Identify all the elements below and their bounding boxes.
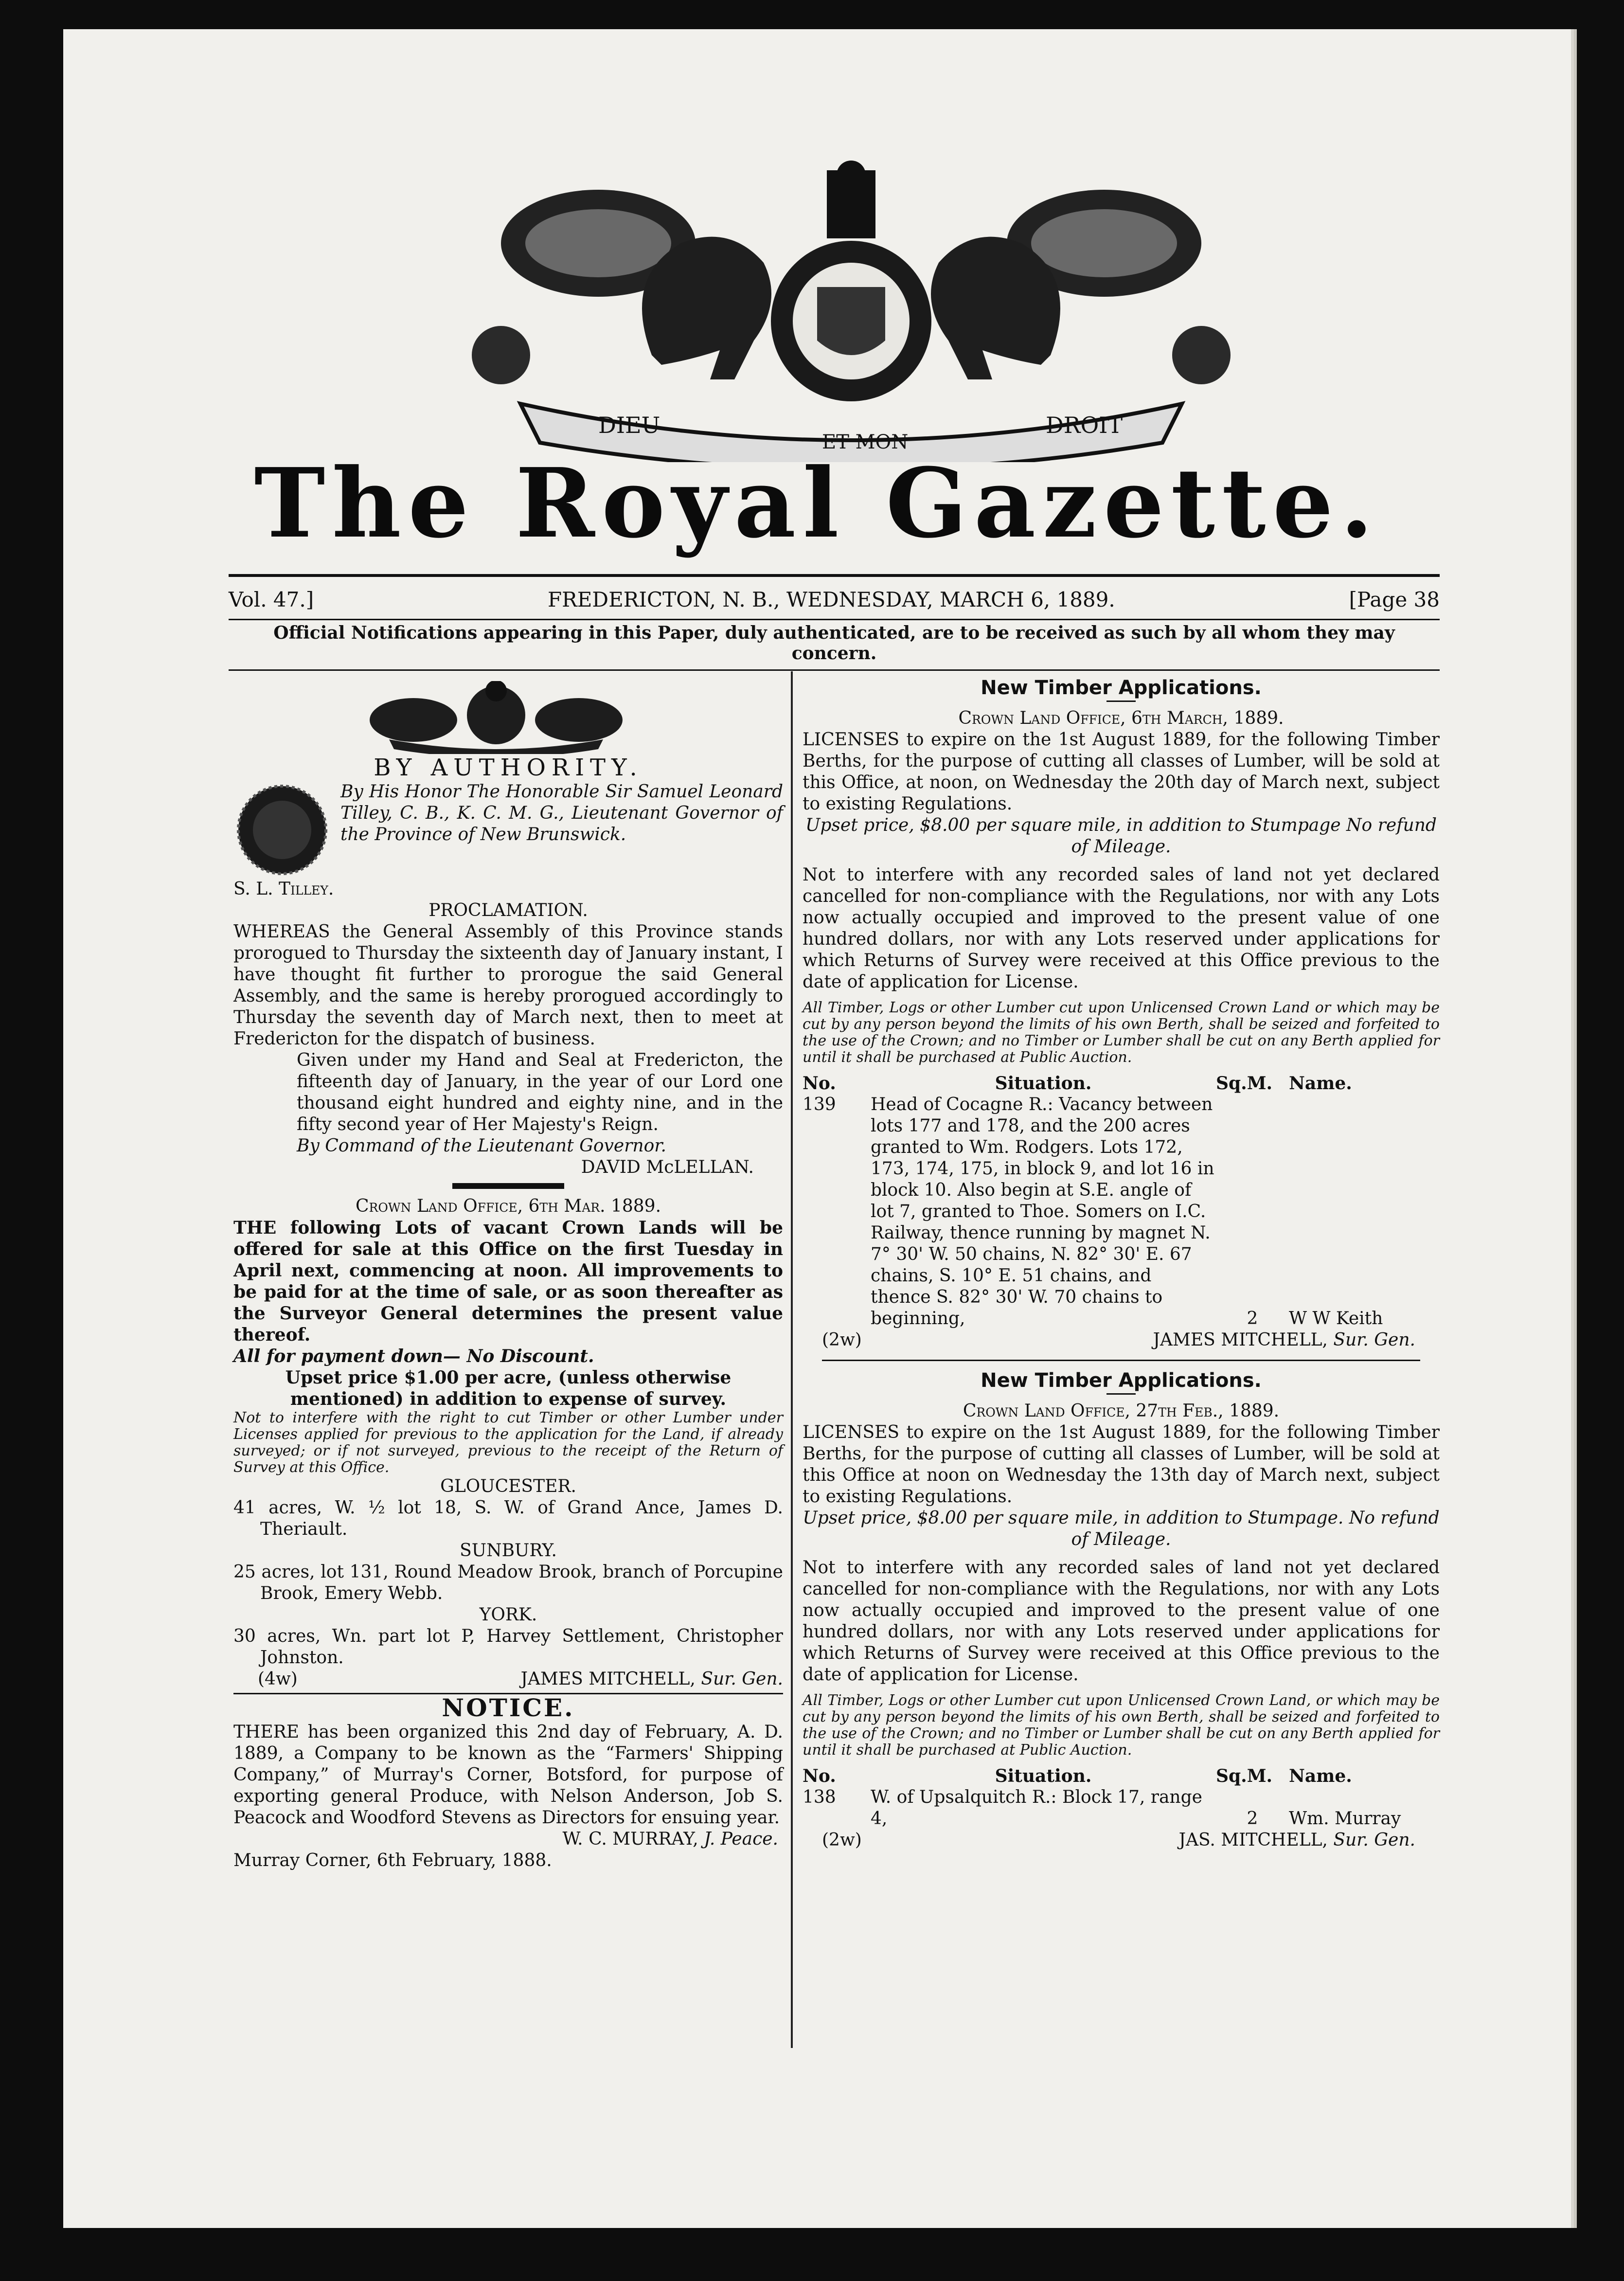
row-situation: Head of Cocagne R.: Vacancy between lots 177 and 178, and the 200 acres granted to Wm. Rodgers. Lots 172, 173, 174, 175, in block 9, and lot 16 in block 10. Also begin at S.E. angle of lot 7, granted to Thoe. Somers on I.C. Railway, thence running by magnet N. 7° 30' W. 50 chains, N. 82° 30' E. 67 chains, S. 10° E. 51 chains, and thence S. 82° 30' W. 70 chains to beginning, [871, 1095, 1214, 1329]
motto-left: DIEU [598, 412, 660, 438]
table-row [803, 1787, 1440, 1830]
motto-right: DROIT [1046, 412, 1123, 438]
county-name: SUNBURY. [460, 1541, 557, 1561]
col-sqm: Sq.M. [1216, 1766, 1273, 1786]
row-name: W W Keith [1289, 1309, 1383, 1329]
weeks-label: (4w) [258, 1669, 298, 1689]
notice-body: THERE has been organized this 2nd day of February, A. D. 1889, a Company to be known as the “Farmers' Shipping Company,” of Murray's Corner, Botsford, for purpose of exporting general Produce, with Nelson Anderson, Job S. Peacock and Woodford Stevens as Directors for ensuing year. [233, 1722, 783, 1828]
signer-short: S. L. Tilley. [233, 879, 334, 899]
honor-line: By His Honor The Honorable Sir Samuel Leonard Tilley, C. B., K. C. M. G., Lieutenant Governor of the Province of New Brunswick. [340, 782, 783, 844]
signature-title: Sur. Gen. [1333, 1830, 1415, 1850]
county-gloucester [233, 1476, 783, 1540]
timber-notice-1 [803, 677, 1440, 1351]
col-situation: Situation. [995, 1073, 1092, 1094]
column-divider [791, 671, 793, 2048]
by-authority-heading: BY AUTHORITY. [374, 754, 643, 781]
county-lot: 41 acres, W. ½ lot 18, S. W. of Grand Ance, James D. Theriault. [233, 1498, 783, 1539]
county-sunbury [233, 1540, 783, 1604]
table-row [803, 1094, 1440, 1329]
short-rule [1106, 700, 1136, 702]
table-header [803, 1765, 1440, 1787]
lots-signature: JAMES MITCHELL, [520, 1669, 696, 1689]
right-column [803, 671, 1440, 1851]
signature-title: Sur. Gen. [1333, 1330, 1415, 1350]
by-command: By Command of the Lieutenant Governor. [297, 1136, 666, 1156]
royal-coat-of-arms-icon [438, 161, 1265, 462]
gazette-page [63, 29, 1571, 2228]
col-name: Name. [1289, 1766, 1352, 1786]
row-no: 139 [803, 1095, 836, 1114]
signature-line [803, 1329, 1440, 1351]
volume-label: Vol. 47.] [229, 587, 314, 611]
page-number: [Page 38 [1349, 587, 1440, 611]
county-york [233, 1604, 783, 1669]
county-name: YORK. [479, 1605, 537, 1625]
office-line: Crown Land Office, 27th Feb., 1889. [963, 1401, 1280, 1421]
short-rule [1106, 1393, 1136, 1395]
upset-price: Upset price, $8.00 per square mile, in addition to Stumpage. No refund of Mileage. [803, 1508, 1440, 1549]
row-sqm: 2 [1247, 1309, 1258, 1329]
weeks-label: (2w) [822, 1330, 862, 1350]
licenses-body: LICENSES to expire on the 1st August 1889, for the following Timber Berths, for the purpose of cutting all classes of Lumber, will be sold at this Office at noon on Wednesday the 13th day of March next, subject to existing Regulations. [803, 1422, 1440, 1507]
warning-text: All Timber, Logs or other Lumber cut upon Unlicensed Crown Land or which may be cut by any person beyond the limits of his own Berth, shall be seized and forfeited to the use of the Crown; and no Timber or Lumber shall be cut on any Berth applied for until it shall be purchased at Public Auction. [803, 999, 1440, 1066]
place-date: FREDERICTON, N. B., WEDNESDAY, MARCH 6, 1889. [548, 587, 1115, 611]
row-situation: W. of Upsalquitch R.: Block 17, range 4, [871, 1787, 1202, 1829]
interfere-text: Not to interfere with any recorded sales of land not yet declared cancelled for non-compliance with the Regulations, nor with any Lots now actually occupied and improved to the present value of one hundred dollars, nor with any Lots reserved under applications for which Returns of Survey were received at this Office previous to the date of application for License. [803, 1558, 1440, 1685]
section-separator [822, 1360, 1420, 1361]
seal-icon [233, 781, 331, 879]
upset-price: Upset price, $8.00 per square mile, in addition to Stumpage No refund of Mileage. [805, 815, 1437, 857]
upset-price: Upset price $1.00 per acre, (unless otherwise mentioned) in addition to expense of survey. [285, 1367, 732, 1409]
licenses-body: LICENSES to expire on the 1st August 1889, for the following Timber Berths, for the purpose of cutting all classes of Lumber, will be sold at this Office, at noon, on Wednesday the 20th day of March next, subject to existing Regulations. [803, 730, 1440, 814]
col-sqm: Sq.M. [1216, 1073, 1273, 1094]
not-to-interfere: Not to interfere with the right to cut Timber or other Lumber under Licenses applied for previous to the application for the Land, if already surveyed; or if not surveyed, previous to the receipt of the Return of Survey at this Office. [233, 1409, 783, 1476]
given-under: Given under my Hand and Seal at Fredericton, the fifteenth day of January, in the year of our Lord one thousand eight hundred and eighty nine, and in the fifty second year of Her Majesty's Reign. [297, 1050, 783, 1134]
signature: JAS. MITCHELL, [1178, 1830, 1328, 1850]
col-no: No. [803, 1073, 836, 1094]
lots-signature-line [233, 1669, 783, 1690]
official-notice: Official Notifications appearing in this Paper, duly authenticated, are to be received as such by all whom they may concern. [229, 623, 1440, 671]
dateline [229, 574, 1440, 620]
notice-signature-title: J. Peace. [704, 1829, 778, 1849]
signature: JAMES MITCHELL, [1153, 1330, 1328, 1350]
proclamation-body: WHEREAS the General Assembly of this Province stands prorogued to Thursday the sixteenth day of January instant, I have thought fit further to prorogue the said General Assembly, and the same is hereby prorogued accordingly to Thursday the seventh day of March next, then to meet at Fredericton for the dispatch of business. [233, 922, 783, 1049]
signature-line [803, 1830, 1440, 1851]
left-column [233, 671, 783, 1871]
notice-title: NOTICE. [233, 1693, 783, 1719]
county-name: GLOUCESTER. [440, 1476, 576, 1496]
table-header [803, 1073, 1440, 1094]
row-name: Wm. Murray [1289, 1809, 1401, 1829]
lots-intro: THE following Lots of vacant Crown Lands will be offered for sale at this Office on the first Tuesday in April next, commencing at noon. All improvements to be paid for at the time of sale, or as soon thereafter as the Surveyor General determines the present value thereof. [233, 1218, 783, 1345]
col-situation: Situation. [995, 1766, 1092, 1786]
lots-signature-title: Sur. Gen. [701, 1669, 783, 1689]
county-lot: 25 acres, lot 131, Round Meadow Brook, branch of Porcupine Brook, Emery Webb. [233, 1562, 783, 1603]
notice-signature: W. C. MURRAY, [562, 1829, 698, 1849]
small-coat-of-arms-icon [370, 681, 623, 754]
secretary-signature: DAVID McLELLAN. [581, 1157, 754, 1177]
row-no: 138 [803, 1787, 836, 1807]
col-name: Name. [1289, 1073, 1352, 1094]
col-no: No. [803, 1766, 836, 1786]
notice-signature-line [233, 1829, 783, 1850]
row-sqm: 2 [1247, 1809, 1258, 1829]
lots-terms: All for payment down— No Discount. [233, 1346, 594, 1366]
county-lot: 30 acres, Wn. part lot P, Harvey Settlement, Christopher Johnston. [233, 1626, 783, 1668]
masthead-title: The Royal Gazette. [254, 448, 1380, 559]
notice-place-date: Murray Corner, 6th February, 1888. [233, 1850, 552, 1870]
thick-rule [452, 1183, 564, 1189]
notice-heading: New Timber Applications. [981, 677, 1262, 699]
notice-heading: New Timber Applications. [981, 1369, 1262, 1392]
warning-text: All Timber, Logs or other Lumber cut upon Unlicensed Crown Land, or which may be cut by any person beyond the limits of his own Berth, shall be seized and forfeited to the use of the Crown; and no Timber or Lumber shall be cut on any Berth applied for until it shall be purchased at Public Auction. [803, 1692, 1440, 1759]
proclamation-title: PROCLAMATION. [428, 900, 588, 920]
weeks-label: (2w) [822, 1830, 862, 1850]
office-line: Crown Land Office, 6th March, 1889. [958, 708, 1284, 728]
crown-office-line: Crown Land Office, 6th Mar. 1889. [355, 1196, 661, 1216]
motto-center: ET MON [822, 431, 909, 453]
interfere-text: Not to interfere with any recorded sales of land not yet declared cancelled for non-compliance with the Regulations, nor with any Lots now actually occupied and improved to the present value of one hundred dollars, nor with any Lots reserved under applications for which Returns of Survey were received at this Office previous to the date of application for License. [803, 865, 1440, 992]
timber-notice-2 [803, 1370, 1440, 1851]
